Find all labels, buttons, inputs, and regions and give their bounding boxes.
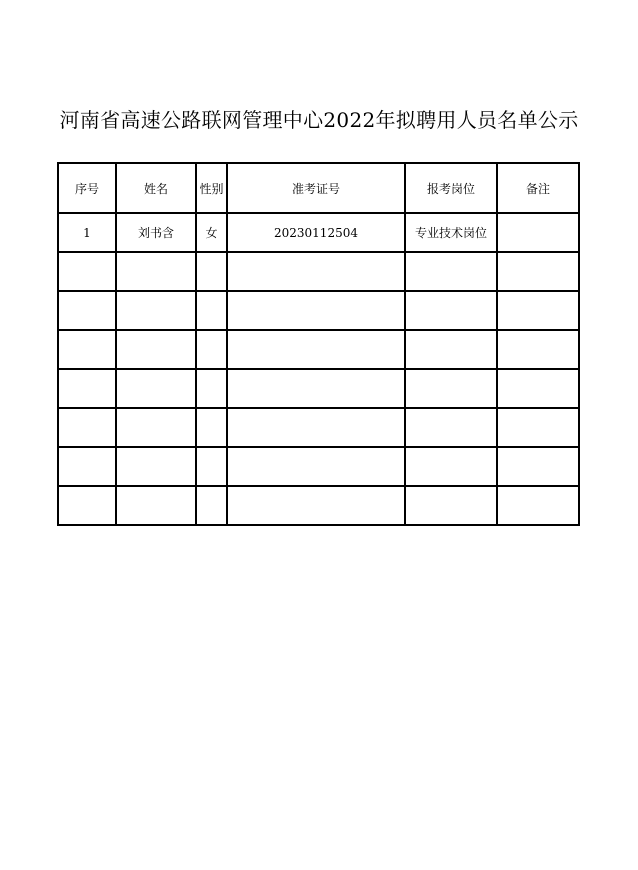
cell-name <box>116 291 196 330</box>
cell-position <box>405 408 497 447</box>
cell-gender <box>196 252 227 291</box>
cell-remarks <box>497 213 579 252</box>
cell-remarks <box>497 408 579 447</box>
cell-position: 专业技术岗位 <box>405 213 497 252</box>
cell-gender: 女 <box>196 213 227 252</box>
cell-seq <box>58 330 116 369</box>
cell-exam-id <box>227 369 405 408</box>
header-seq: 序号 <box>58 163 116 213</box>
table-row <box>58 369 579 408</box>
table-row <box>58 330 579 369</box>
cell-exam-id <box>227 408 405 447</box>
cell-seq <box>58 369 116 408</box>
cell-seq <box>58 291 116 330</box>
cell-name: 刘书含 <box>116 213 196 252</box>
cell-position <box>405 252 497 291</box>
cell-gender <box>196 486 227 525</box>
cell-name <box>116 252 196 291</box>
cell-gender <box>196 408 227 447</box>
cell-name <box>116 330 196 369</box>
cell-remarks <box>497 447 579 486</box>
header-remarks: 备注 <box>497 163 579 213</box>
header-name: 姓名 <box>116 163 196 213</box>
cell-gender <box>196 447 227 486</box>
cell-name <box>116 486 196 525</box>
cell-seq <box>58 252 116 291</box>
header-exam-id: 准考证号 <box>227 163 405 213</box>
table-row <box>58 291 579 330</box>
cell-seq <box>58 447 116 486</box>
cell-gender <box>196 291 227 330</box>
cell-position <box>405 447 497 486</box>
cell-seq <box>58 486 116 525</box>
cell-exam-id <box>227 252 405 291</box>
cell-exam-id <box>227 330 405 369</box>
cell-seq: 1 <box>58 213 116 252</box>
cell-remarks <box>497 330 579 369</box>
cell-name <box>116 369 196 408</box>
cell-exam-id: 20230112504 <box>227 213 405 252</box>
table-row <box>58 447 579 486</box>
page-title: 河南省高速公路联网管理中心2022年拟聘用人员名单公示 <box>59 108 579 132</box>
cell-exam-id <box>227 447 405 486</box>
cell-name <box>116 447 196 486</box>
cell-position <box>405 330 497 369</box>
cell-position <box>405 486 497 525</box>
header-position: 报考岗位 <box>405 163 497 213</box>
table-header-row <box>58 163 579 213</box>
cell-position <box>405 291 497 330</box>
table-row <box>58 486 579 525</box>
cell-position <box>405 369 497 408</box>
header-gender: 性别 <box>196 163 227 213</box>
cell-exam-id <box>227 291 405 330</box>
cell-gender <box>196 369 227 408</box>
cell-seq <box>58 408 116 447</box>
cell-remarks <box>497 486 579 525</box>
table-row <box>58 213 579 252</box>
roster-table <box>57 162 580 526</box>
cell-gender <box>196 330 227 369</box>
cell-remarks <box>497 369 579 408</box>
cell-remarks <box>497 291 579 330</box>
cell-exam-id <box>227 486 405 525</box>
cell-name <box>116 408 196 447</box>
cell-remarks <box>497 252 579 291</box>
table-row <box>58 408 579 447</box>
table-row <box>58 252 579 291</box>
